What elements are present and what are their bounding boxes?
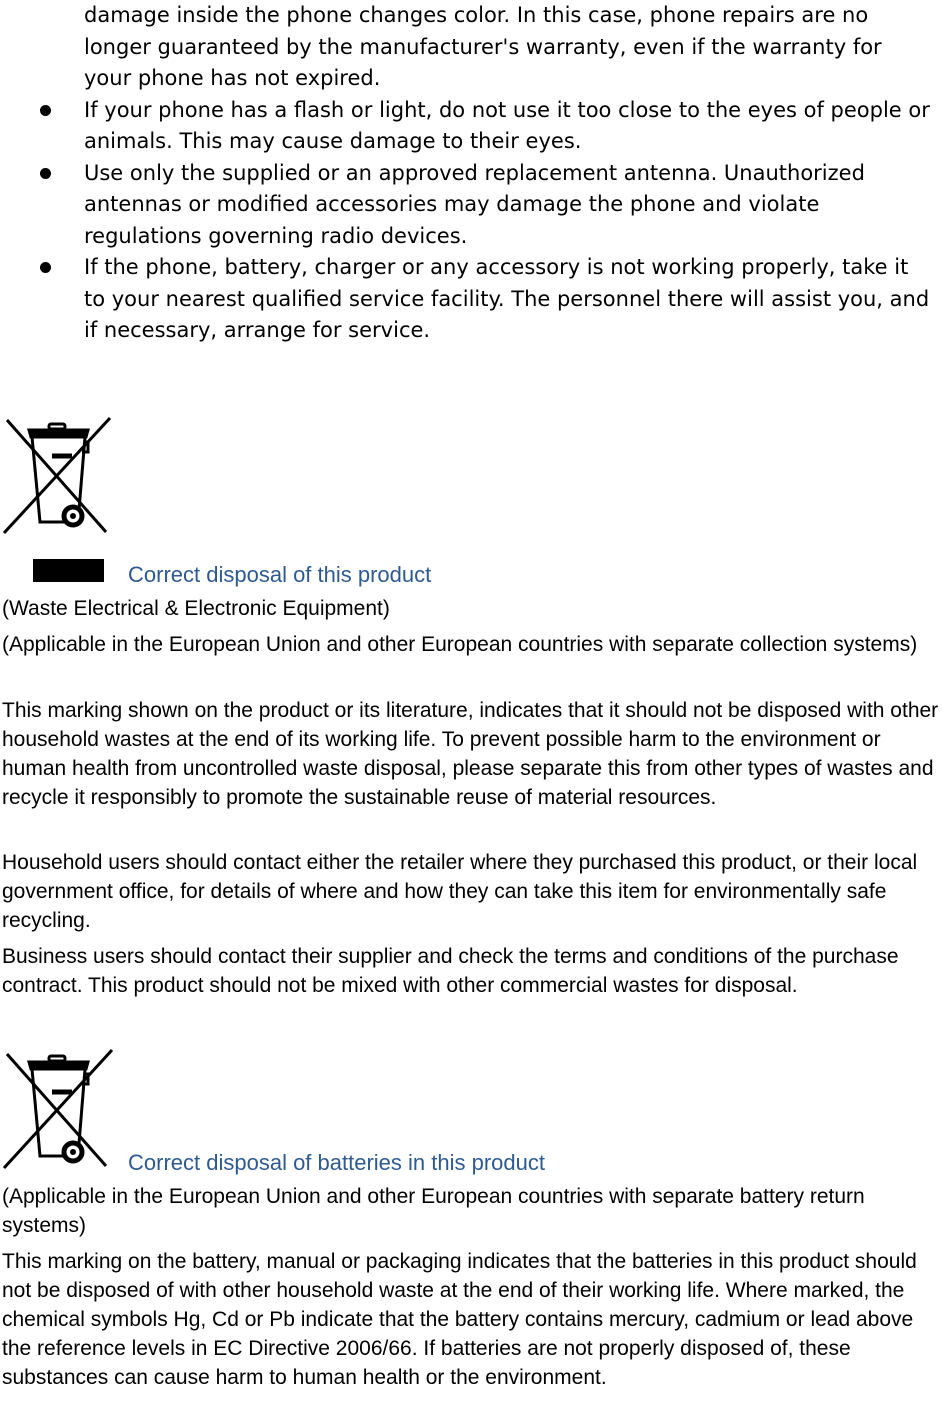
weee-paragraph: This marking shown on the product or its literature, indicates that it should not be disposed with other household wastes at the end of its working life. To prevent possible harm to the environment or human health from uncontrolled waste disposal, please separate this from other types of wastes and recycle it responsibly to promote the sustainable reuse of material resources.	[2, 699, 939, 809]
battery-paragraph: (Applicable in the European Union and other European countries with separate battery return systems)	[2, 1185, 865, 1237]
weee-heading: Correct disposal of this product	[128, 562, 432, 587]
battery-bin-icon	[0, 1046, 115, 1170]
bullet-dot-icon	[40, 168, 51, 179]
bullet-dot-icon	[40, 262, 51, 273]
weee-paragraph: (Applicable in the European Union and other European countries with separate collection systems)	[2, 633, 918, 656]
crossed-out-wheelie-bin-icon	[0, 412, 115, 537]
bullet-dot-icon	[40, 105, 51, 116]
battery-paragraph: This marking on the battery, manual or packaging indicates that the batteries in this product should not be disposed of with other household waste at the end of their working life. Where marked, the chemical symbols Hg, Cd or Pb indicate that the battery contains mercury, cadmium or lead above the reference levels in EC Directive 2006/66. If batteries are not properly disposed of, these substances can cause harm to human health or the environment.	[2, 1250, 917, 1389]
safety-bullet-text: If the phone, battery, charger or any accessory is not working properly, take it to your nearest qualified service facility. The personnel there will assist you, and if necessary, arrange for service.	[84, 255, 930, 342]
safety-continuation: damage inside the phone changes color. In this case, phone repairs are no longer guaranteed by the manufacturer's warranty, even if the warranty for your phone has not expired.	[84, 3, 882, 90]
safety-bullet-text: If your phone has a flash or light, do not use it too close to the eyes of people or animals. This may cause damage to their eyes.	[84, 97, 930, 153]
safety-bullet-item	[84, 95, 934, 158]
separator-bar	[33, 559, 104, 582]
weee-paragraph: Business users should contact their supplier and check the terms and conditions of the purchase contract. This product should not be mixed with other commercial wastes for disposal.	[2, 945, 899, 997]
safety-bullet-item	[84, 158, 934, 253]
safety-list	[0, 0, 943, 347]
battery-heading: Correct disposal of batteries in this product	[128, 1150, 545, 1175]
weee-paragraph: (Waste Electrical & Electronic Equipment)	[2, 597, 390, 620]
weee-paragraph: Household users should contact either the retailer where they purchased this product, or their local government office, for details of where and how they can take this item for environmentally safe recycling.	[2, 851, 918, 932]
safety-bullet-text: Use only the supplied or an approved replacement antenna. Unauthorized antennas or modified accessories may damage the phone and violate regulations governing radio devices.	[84, 160, 865, 248]
safety-bullet-item	[84, 252, 934, 347]
